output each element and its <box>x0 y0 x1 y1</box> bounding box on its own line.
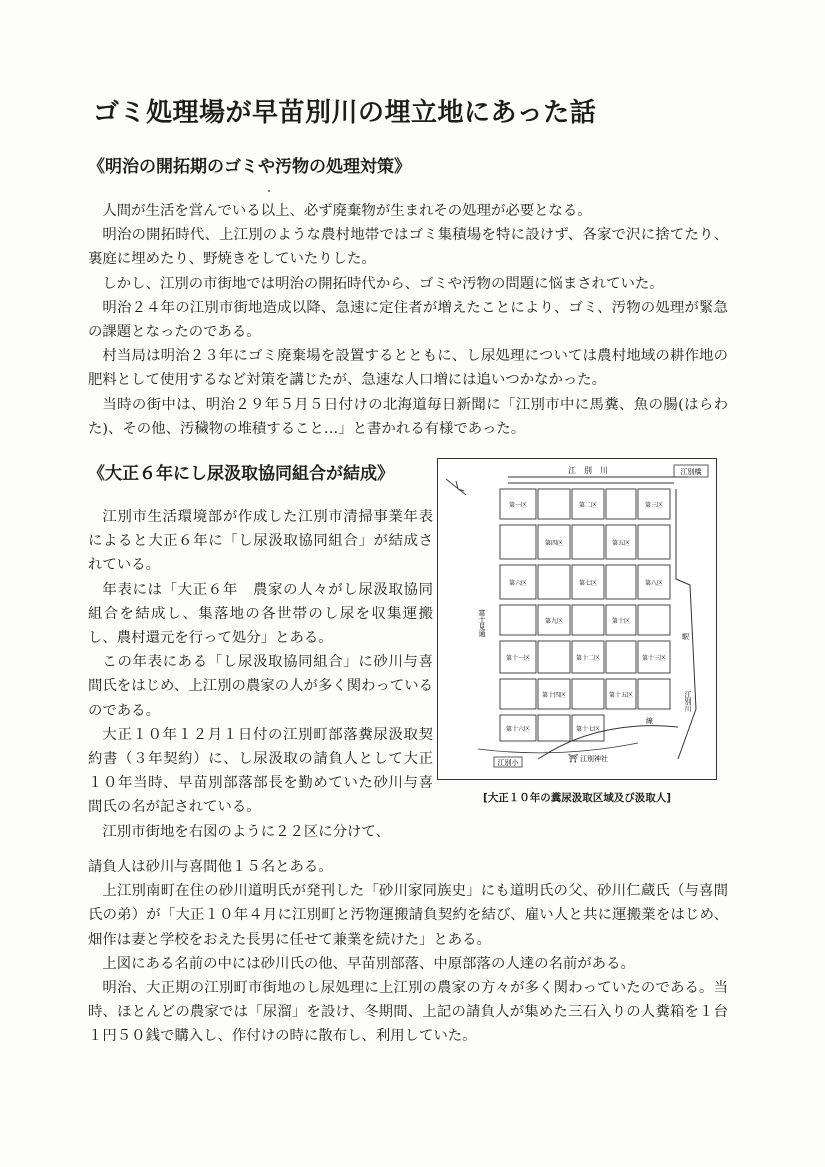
ward-map <box>437 458 717 780</box>
ward-label: 第十区 <box>611 618 631 625</box>
paragraph: 明治の開拓時代、上江別のような農村地帯ではゴミ集積場を特に設けず、各家で沢に捨てたり、裏庭に埋めたり、野焼きをしていたりした。 <box>88 227 728 268</box>
ward-label: 第六区 <box>508 580 528 587</box>
ward-map-drawing <box>438 459 715 778</box>
track-label: 線 <box>646 717 653 725</box>
shrine-icon: ⛩ <box>568 754 579 763</box>
bottom-road-line <box>538 726 678 759</box>
compass-icon <box>446 479 466 495</box>
ward-label: 第五区 <box>611 540 631 547</box>
paragraph: 江別市生活環境部が作成した江別市清掃事業年表によると大正６年に「し尿汲取協同組合」が結成されている。 <box>88 509 433 574</box>
ward-block <box>538 715 570 741</box>
ward-block <box>638 679 670 709</box>
road-label: 富士見通 <box>478 609 486 637</box>
ward-label: 第二区 <box>578 502 598 509</box>
ward-label: 第十四区 <box>541 692 567 699</box>
ward-block <box>500 679 536 709</box>
bottom-road-line <box>478 743 638 753</box>
ward-block <box>606 641 636 673</box>
ward-label: 第十二区 <box>575 655 601 662</box>
ward-block <box>572 525 604 559</box>
ward-block <box>606 565 636 599</box>
paragraph: 当時の街中は、明治２９年５月５日付けの北海道毎日新聞に「江別市中に馬糞、魚の腸(はらわた)、その他、汚穢物の堆積すること…」と書かれる有様であった。 <box>88 396 728 437</box>
ward-block <box>500 605 536 635</box>
ward-grid <box>500 489 670 741</box>
ward-block <box>638 605 670 635</box>
paragraph: この年表にある「し尿汲取協同組合」に砂川与喜間氏をはじめ、上江別の農家の人が多く関わっているのである。 <box>88 654 433 719</box>
paragraph: 明治、大正期の江別町市街地のし尿処理に上江別の農家の方々が多く関わっていたのである。当時、ほとんどの農家では「尿溜」を設け、冬期間、上記の請負人が集めた三石入りの人糞箱を１台１円５０銭で購入し、作付けの時に散布し、利用していた。 <box>88 980 728 1045</box>
paragraph: 江別市街地を右図のように２２区に分けて、 <box>102 823 390 840</box>
paragraph: 上図にある名前の中には砂川氏の他、早苗別部落、中原部落の人達の名前がある。 <box>102 955 635 972</box>
paragraph: 人間が生活を営んでいる以上、必ず廃棄物が生まれその処理が必要となる。 <box>102 203 592 219</box>
paragraph: 請負人は砂川与喜間他１５名とある。 <box>88 859 333 875</box>
section-heading-taisho: 《大正６年にし尿汲取協同組合が結成》 <box>88 464 394 484</box>
section-meiji-body <box>88 199 728 441</box>
bridge-label: 江別橋 <box>680 468 702 476</box>
ward-label: 第十三区 <box>641 655 667 662</box>
document-title: ゴミ処理場が早苗別川の埋立地にあった話 <box>93 98 597 128</box>
section-heading-meiji: 《明治の開拓期のゴミや汚物の処理対策》 <box>88 157 411 177</box>
ward-block <box>500 525 536 559</box>
station-label: 駅 <box>682 633 689 641</box>
section-taisho-continued <box>88 855 728 1049</box>
ward-label: 第八区 <box>644 580 664 587</box>
ward-label: 第十七区 <box>575 726 601 733</box>
ward-label: 第九区 <box>544 618 564 625</box>
shrine-label: 江別神社 <box>580 755 608 763</box>
paragraph: 明治２４年の江別市街地造成以降、急速に定住者が増えたことにより、ゴミ、汚物の処理が緊急の課題となったのである。 <box>88 299 728 341</box>
ward-block <box>606 489 636 519</box>
ward-label: 第十五区 <box>608 692 634 699</box>
map-caption: [大正１０年の糞尿汲取区域及び汲取人] <box>482 792 672 804</box>
ward-block <box>538 641 570 673</box>
paragraph: 上江別南町在住の砂川道明氏が発刊した「砂川家同族史」にも道明氏の父、砂川仁蔵氏（与喜間氏の弟）が「大正１０年４月に江別町と汚物運搬請負契約を結び、雇い人と共に運搬業をはじめ、畑作は妻と学校をおえた長男に任せて兼業を続けた」とある。 <box>88 883 728 948</box>
section-taisho-body <box>88 505 433 844</box>
ward-block <box>572 605 604 635</box>
ward-block <box>572 679 604 709</box>
school-label: 江別小 <box>497 759 519 767</box>
paragraph: 村当局は明治２３年にゴミ廃棄場を設置するとともに、し尿処理については農村地域の耕作地の肥料として使用するなど対策を講じたが、急速な人口増には追いつかなかった。 <box>88 348 728 389</box>
scan-speck <box>268 190 270 192</box>
ward-block <box>638 525 670 559</box>
ward-label: 第七区 <box>578 580 598 587</box>
ward-label: 第十一区 <box>505 655 531 662</box>
paragraph: 大正１０年１２月１日付の江別町部落糞尿汲取契約書（３年契約）に、し尿汲取の請負人として大正１０年当時、早苗別部落部長を勤めていた砂川与喜間氏の名が記されている。 <box>88 726 433 816</box>
paragraph: 年表には「大正６年 農家の人々がし尿汲取協同組合を結成し、集落地の各世帯のし尿を収集運搬し、農村還元を行って処分」とある。 <box>88 581 433 647</box>
rail-line <box>676 489 696 759</box>
ward-block <box>538 565 570 599</box>
river-label: 江 別 川 <box>568 466 608 475</box>
right-river-label: 江別川 <box>684 691 692 712</box>
ward-label: 第一区 <box>508 502 528 509</box>
ward-block <box>538 489 570 519</box>
ward-label: 第十六区 <box>505 726 531 733</box>
ward-label: 第三区 <box>644 502 664 509</box>
ward-label: 第四区 <box>544 540 564 547</box>
paragraph: しかし、江別の市街地では明治の開拓時代から、ゴミや汚物の問題に悩まされていた。 <box>102 275 664 292</box>
